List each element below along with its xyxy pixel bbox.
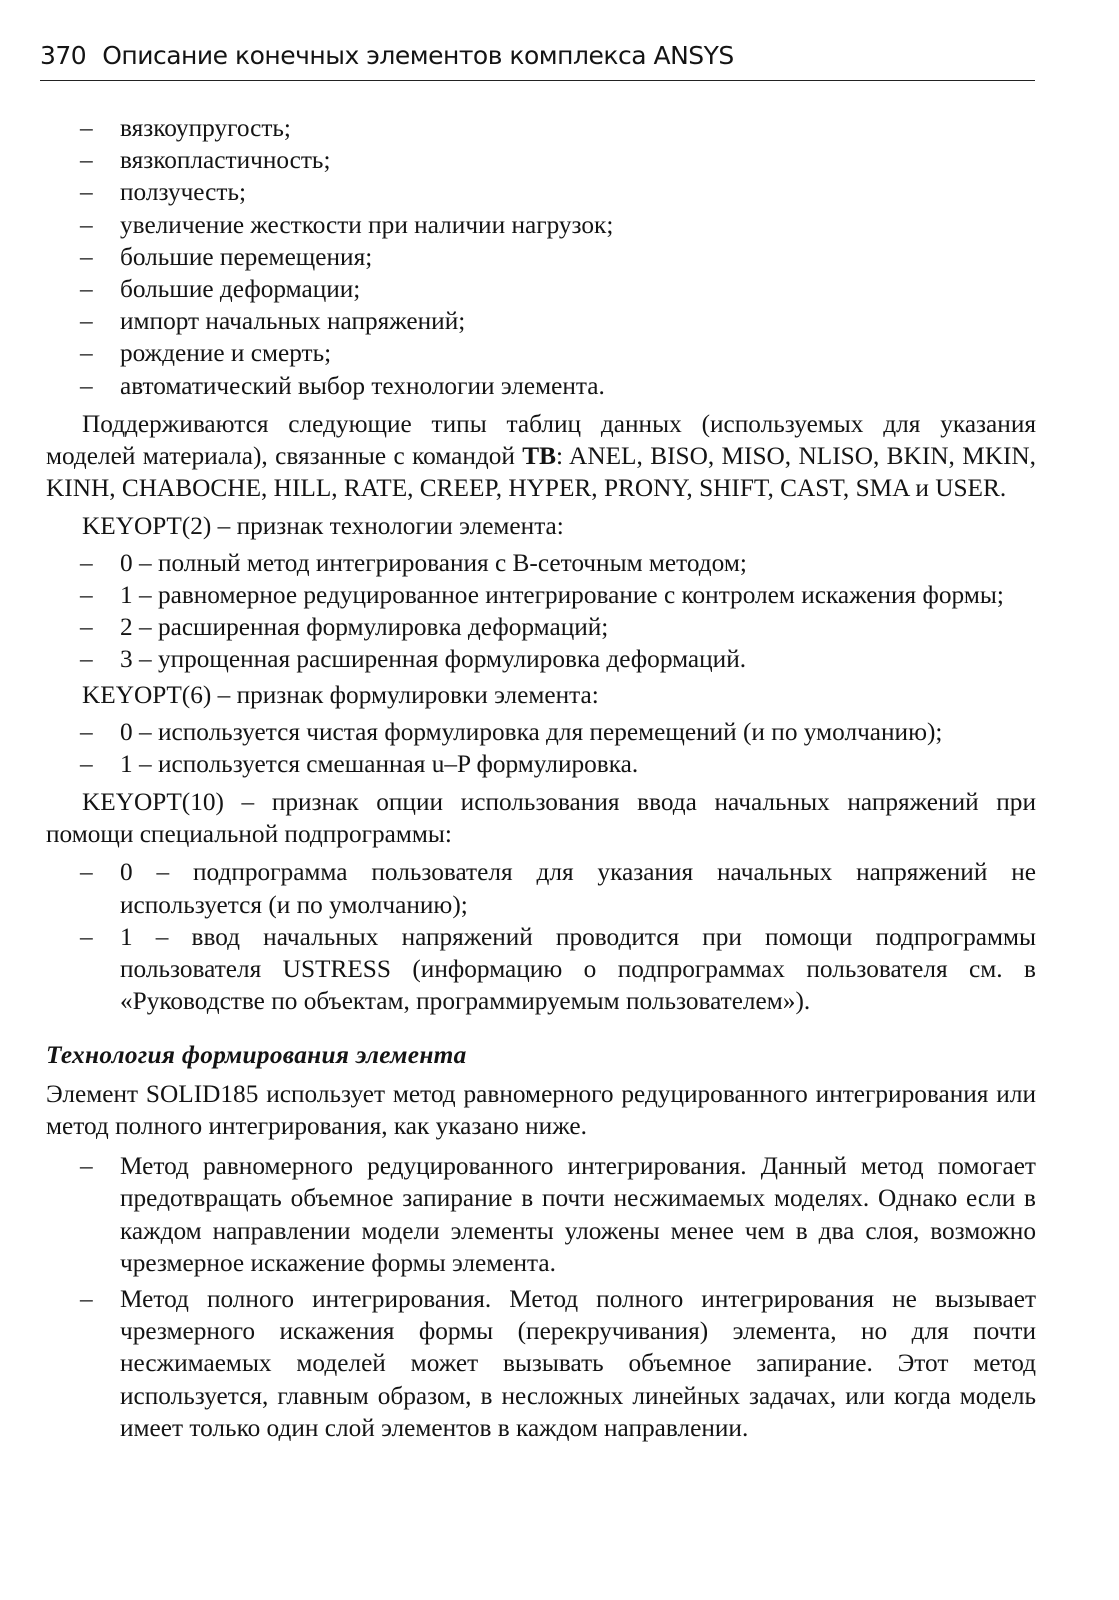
keyopt2-options — [46, 547, 1036, 676]
list-dash: – — [80, 178, 93, 207]
keyopt2-title: KEYOPT(2) – признак технологии элемента: — [82, 512, 564, 541]
list-dash: – — [80, 242, 93, 271]
list-item: – 3 – упрощенная расширенная формулировка деформаций. — [46, 643, 1036, 675]
list-dash: – — [80, 1152, 93, 1181]
list-dash: – — [80, 339, 93, 368]
list-item: – 0 – подпрограмма пользователя для указания начальных напряжений не используется (и по умолчанию); — [80, 858, 1036, 919]
technology-methods — [46, 1150, 1036, 1444]
list-dash: – — [80, 645, 93, 674]
list-item: – импорт начальных напряжений; — [46, 305, 1036, 337]
tables-paragraph: Поддерживаются следующие типы таблиц данных (используемых для указания моделей материала), связанные с командой TB: ANEL, BISO, MISO, NLISO, BKIN, MKIN, KINH, CHABOCHE, HILL, RATE, CREEP, HYPER, PRONY, SHIFT, CAST, SMA и USER. — [46, 409, 1036, 503]
list-item: – 2 – расширенная формулировка деформаций; — [46, 611, 1036, 643]
list-dash: – — [80, 613, 93, 642]
list-dash: – — [80, 922, 93, 951]
list-item: – Метод полного интегрирования. Метод полного интегрирования не вызывает чрезмерного искажения формы (перекручивания) элемента, но для почти несжимаемых моделей может вызывать объемное запирание. Этот метод используется, главным образом, в несложных линейных задачах, или когда модель имеет только один слой элементов в каждом направлении. — [80, 1284, 1036, 1442]
list-dash: – — [80, 580, 93, 609]
list-dash: – — [80, 307, 93, 336]
list-dash: – — [80, 146, 93, 175]
section-heading: Технология формирования элемента — [46, 1041, 467, 1070]
list-item: – 1 – ввод начальных напряжений проводится при помощи подпрограммы пользователя USTRESS (информацию о подпрограммах пользователя см. в «Руководстве по объектам, программируемым пользователем»). — [80, 922, 1036, 1016]
tb-command: TB — [522, 442, 557, 471]
list-dash: – — [80, 858, 93, 887]
list-item: – 0 – полный метод интегрирования с B-сеточным методом; — [46, 547, 1036, 579]
list-item: – вязкоупругость; — [46, 112, 1036, 144]
list-item: – 0 – используется чистая формулировка для перемещений (и по умолчанию); — [46, 716, 1036, 748]
list-dash: – — [80, 210, 93, 239]
capabilities-list — [46, 112, 1036, 402]
list-item: – 1 – равномерное редуцированное интегрирование с контролем искажения формы; — [46, 579, 1036, 611]
list-item: – автоматический выбор технологии элемента. — [46, 370, 1036, 402]
list-dash: – — [80, 1284, 93, 1313]
list-dash: – — [80, 114, 93, 142]
list-item: – рождение и смерть; — [46, 337, 1036, 369]
list-item: – большие перемещения; — [46, 241, 1036, 273]
keyopt6-options — [46, 716, 1036, 780]
running-title: Описание конечных элементов комплекса ANSYS — [102, 41, 734, 70]
page-body — [46, 112, 1036, 1448]
page-number: 370 — [40, 41, 87, 70]
list-dash: – — [80, 371, 93, 400]
list-dash: – — [80, 717, 93, 746]
list-dash: – — [80, 749, 93, 778]
list-dash: – — [80, 275, 93, 304]
list-item: – 1 – используется смешанная u–P формулировка. — [46, 748, 1036, 780]
list-item: – увеличение жесткости при наличии нагрузок; — [46, 209, 1036, 241]
keyopt10-options — [46, 856, 1036, 1017]
list-dash: – — [80, 548, 93, 577]
list-item: – ползучесть; — [46, 176, 1036, 208]
running-header — [40, 38, 1035, 81]
list-item: – Метод равномерного редуцированного интегрирования. Данный метод помогает предотвращать объемное запирание в почти несжимаемых моделях. Однако если в каждом направлении модели элементы уложены менее чем в два слоя, возможно чрезмерное искажение формы элемента. — [80, 1152, 1036, 1277]
list-item: – вязкопластичность; — [46, 144, 1036, 176]
keyopt6-title: KEYOPT(6) – признак формулировки элемента: — [82, 681, 599, 710]
technology-intro: Элемент SOLID185 использует метод равномерного редуцированного интегрирования или метод полного интегрирования, как указано ниже. — [46, 1079, 1036, 1140]
list-item: – большие деформации; — [46, 273, 1036, 305]
keyopt10-title: KEYOPT(10) – признак опции использования ввода начальных напряжений при помощи специальной подпрограммы: — [46, 788, 1036, 849]
